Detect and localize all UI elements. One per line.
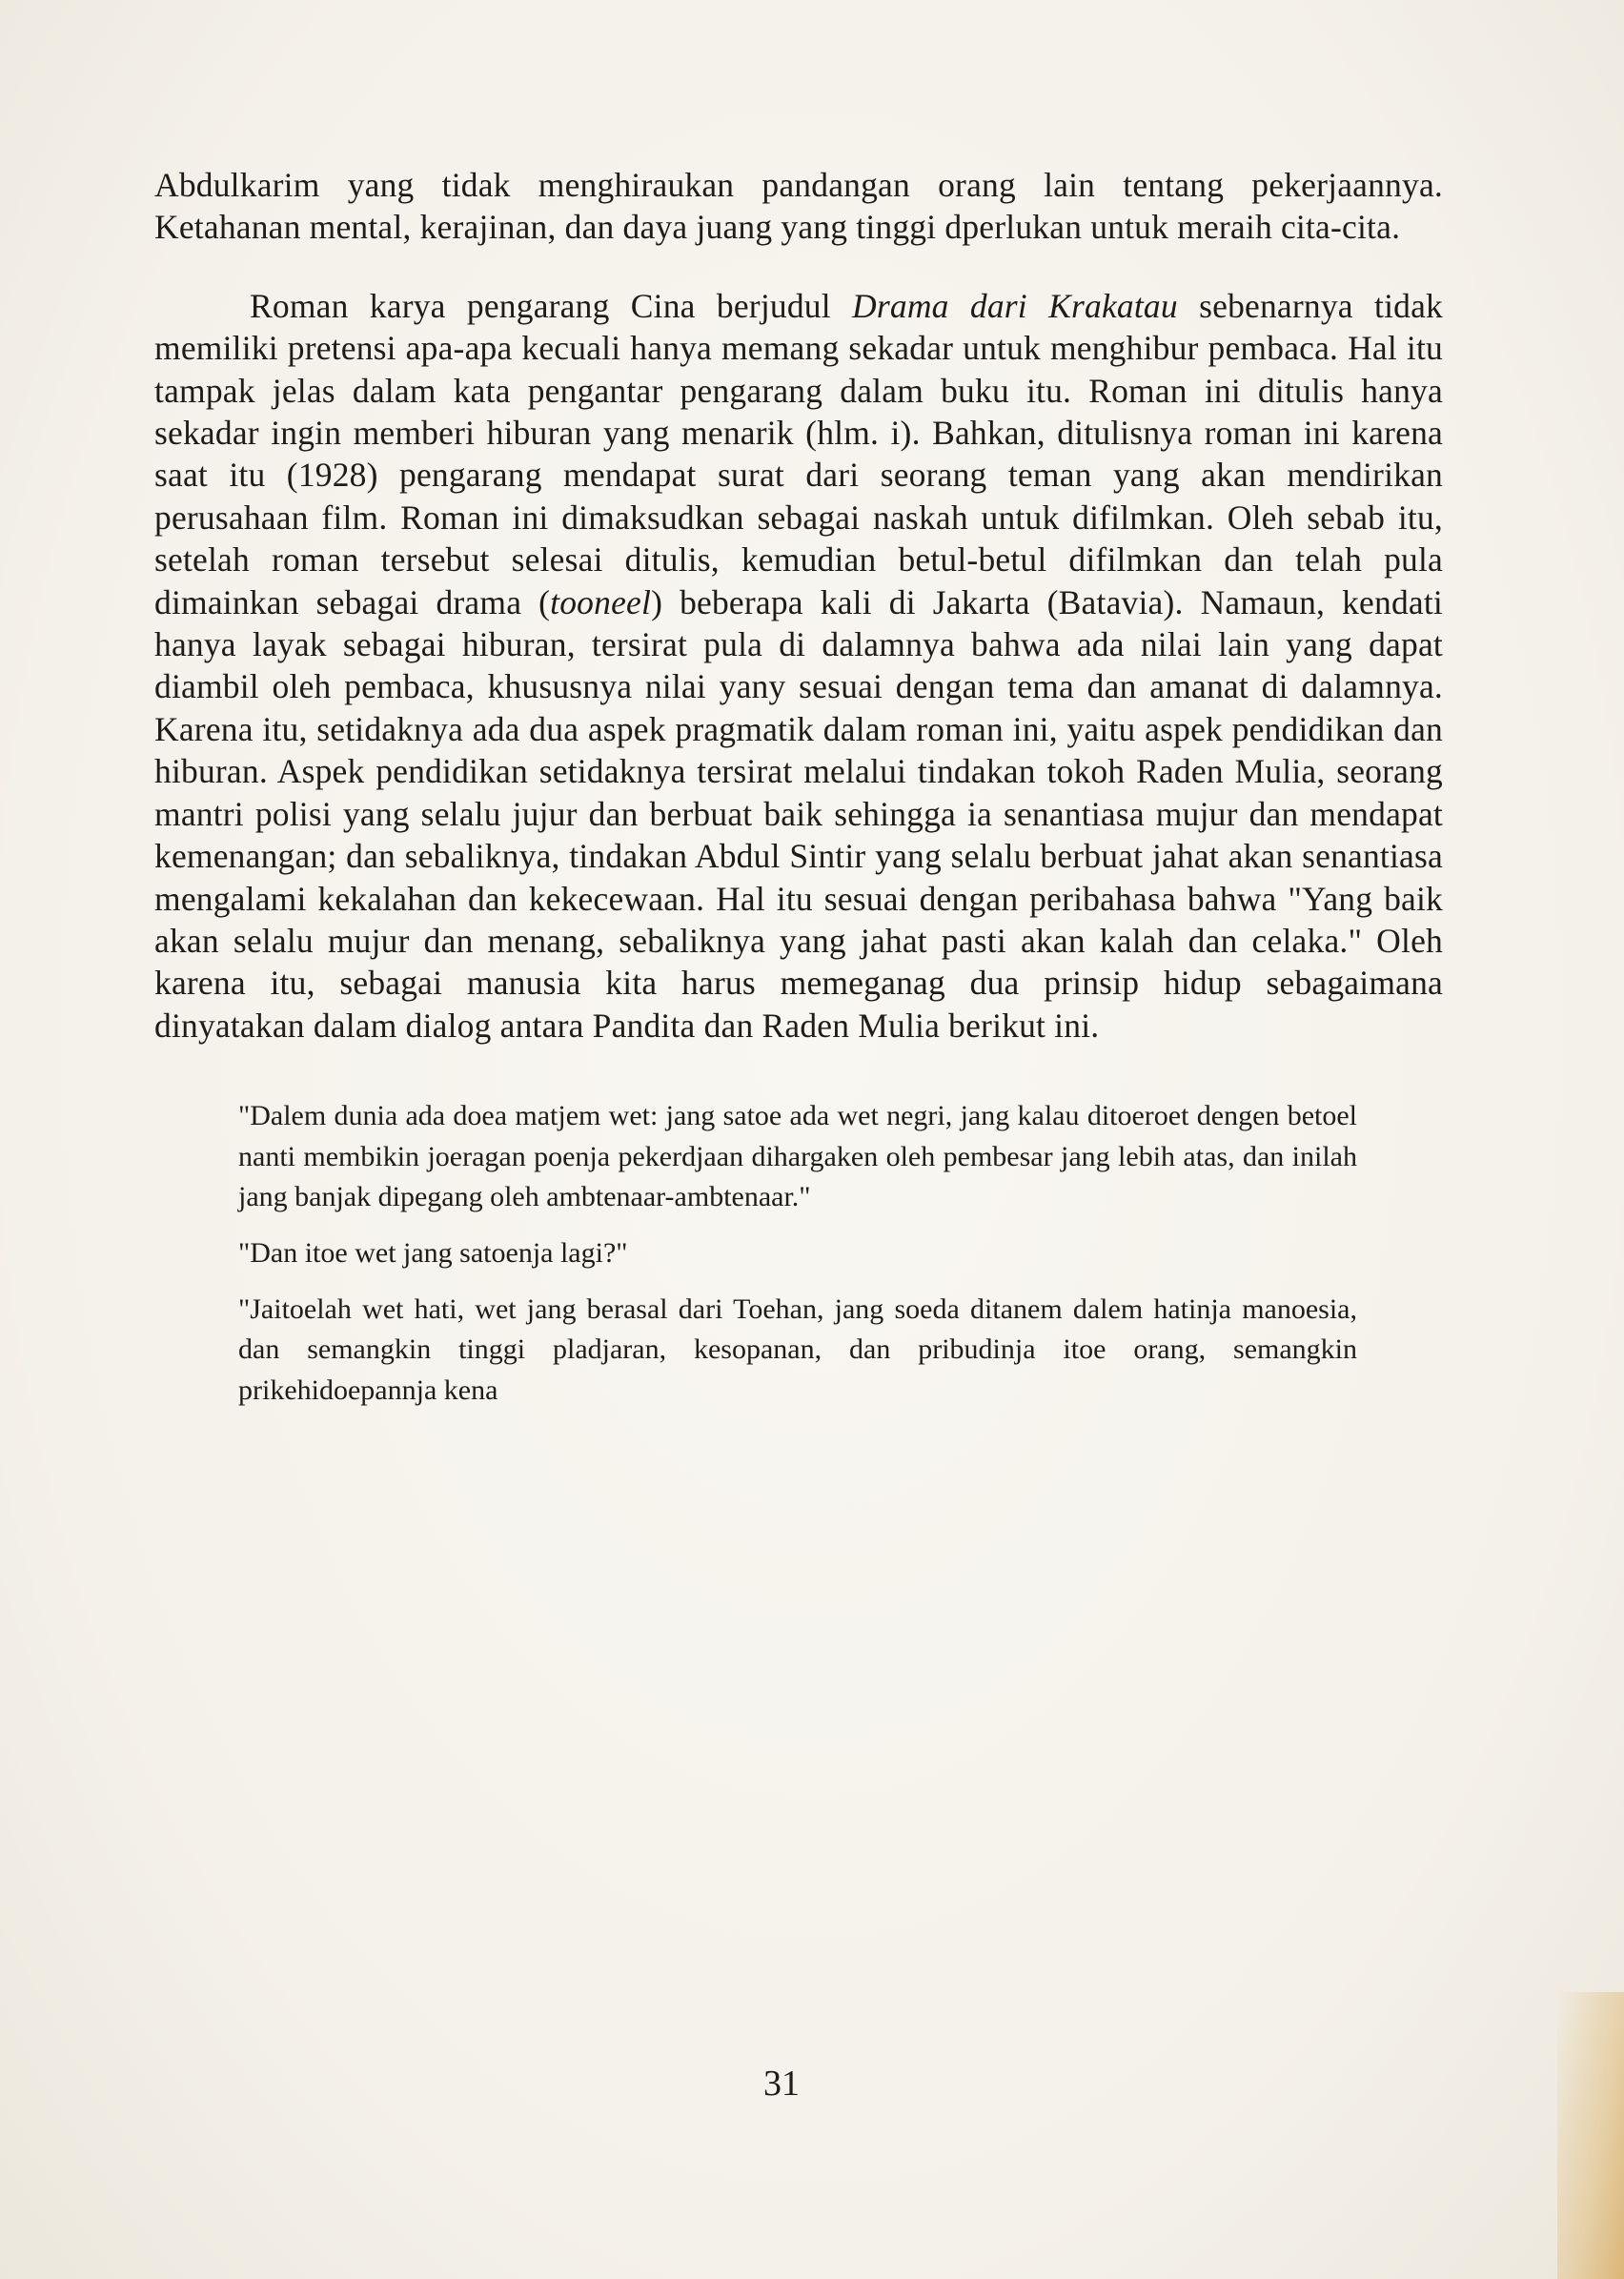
paragraph-text: sebenarnya tidak memiliki pretensi apa-apa kecuali hanya memang sekadar untuk menghibur pembaca. Hal itu tampak jelas dalam kata pengantar pengarang dalam buku itu. Roman ini ditulis hanya sekadar ingin memberi hiburan yang menarik (hlm. i). Bahkan, ditulisnya roman ini karena saat itu (1928) pengarang mendapat surat dari seorang teman yang akan mendirikan perusahaan film. Roman ini dimaksudkan sebagai naskah untuk difilmkan. Oleh sebab itu, setelah roman tersebut selesai ditulis, kemudian betul-betul difilmkan dan telah pula dimainkan sebagai drama (	[154, 286, 1443, 621]
block-quote	[238, 1096, 1357, 1411]
paragraph-drama-dari-krakatau	[154, 285, 1443, 1047]
quote-line: "Dalem dunia ada doea matjem wet: jang satoe ada wet negri, jang kalau ditoeroet dengen betoel nanti membikin joeragan poenja pekerdjaan dihargaken oleh pembesar jang lebih atas, dan inilah jang banjak dipegang oleh ambtenaar-ambtenaar."	[238, 1100, 1357, 1213]
foreign-term: tooneel	[550, 582, 652, 621]
paragraph-text: ) beberapa kali di Jakarta (Batavia). Namaun, kendati hanya layak sebagai hiburan, tersirat pula di dalamnya bahwa ada nilai lain yang dapat diambil oleh pembaca, khususnya nilai yany sesuai dengan tema dan amanat di dalamnya. Karena itu, setidaknya ada dua aspek pragmatik dalam roman ini, yaitu aspek pendidikan dan hiburan. Aspek pendidikan setidaknya tersirat melalui tindakan tokoh Raden Mulia, seorang mantri polisi yang selalu jujur dan berbuat baik sehingga ia senantiasa mujur dan mendapat kemenangan; dan sebaliknya, tindakan Abdul Sintir yang selalu berbuat jahat akan senantiasa mengalami kekalahan dan kekecewaan. Hal itu sesuai dengan peribahasa bahwa "Yang baik akan selalu mujur dan menang, sebaliknya yang jahat pasti akan kalah dan celaka." Oleh karena itu, sebagai manusia kita harus memeganag dua prinsip hidup sebagaimana dinyatakan dalam dialog antara Pandita dan Raden Mulia berikut ini.	[154, 582, 1443, 1045]
page-body	[154, 164, 1443, 1426]
quote-line: "Dan itoe wet jang satoenja lagi?"	[238, 1236, 628, 1269]
quote-line: "Jaitoelah wet hati, wet jang berasal dari Toehan, jang soeda ditanem dalem hatinja manoesia, dan semangkin tinggi pladjaran, kesopanan, dan pribudinja itoe orang, semangkin prikehidoepannja kena	[238, 1292, 1357, 1406]
paragraph-text: Roman karya pengarang Cina berjudul	[250, 286, 853, 325]
book-title: Drama dari Krakatau	[852, 286, 1178, 325]
paragraph-continuation: Abdulkarim yang tidak menghiraukan pandangan orang lain tentang pekerjaannya. Ketahanan mental, kerajinan, dan daya juang yang tinggi dperlukan untuk meraih cita-cita.	[154, 166, 1443, 247]
page-edge-stain	[1557, 1992, 1624, 2279]
page-number: 31	[763, 2064, 800, 2104]
